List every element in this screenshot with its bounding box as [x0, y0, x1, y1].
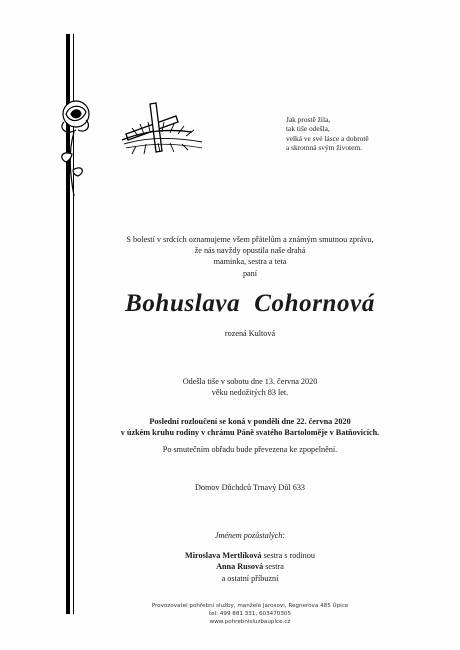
- death-info: [80, 376, 420, 398]
- cremation-info: Po smutečním obřadu bude převezena ke zpopelnění.: [162, 445, 338, 454]
- footer-line: tel: 499 881 331, 603470305: [208, 610, 292, 617]
- poem-line: Jak prostě žila,: [286, 115, 331, 124]
- mourner-name: Miroslava Mertlíková: [185, 551, 262, 560]
- intro-line: paní: [242, 268, 258, 278]
- deceased-name: [80, 290, 420, 318]
- funeral-line: Poslední rozloučení se koná v pondělí dne 22. června 2020: [149, 417, 351, 426]
- intro-line: maminka, sestra a teta: [213, 257, 287, 267]
- funeral-line: v úzkém kruhu rodiny v chrámu Páně svatého Bartoloměje v Batňovicích.: [120, 428, 380, 438]
- cross-icon: [122, 103, 202, 154]
- decoration: [52, 92, 222, 202]
- intro-line: že nás navždy opustila naše drahá: [194, 246, 306, 256]
- funeral-info: [80, 416, 420, 438]
- footer-line: Provozovatel pohřební služby, manželé Jarosovi, Regnerova 485 Úpice: [151, 603, 349, 609]
- footer-line: www.pohrebnisluzbaupice.cz: [209, 618, 291, 625]
- last-name: Cohornová: [254, 290, 375, 317]
- address: Domov Důchdců Trnavý Důl 633: [194, 483, 306, 492]
- poem-line: tak tiše odešla,: [286, 124, 330, 134]
- intro-line: S bolestí v srdcích oznamujeme všem přátelům a známým smutnou zprávu,: [126, 235, 374, 244]
- mourner-row: [80, 573, 420, 584]
- poem-line: velká ve své lásce a dobrotě: [286, 133, 369, 143]
- mourner-relation: sestra s rodinou: [263, 551, 315, 560]
- death-line: Odešla tiše v sobotu dne 13. června 2020: [182, 377, 318, 386]
- mourner-name: Anna Rusová: [216, 562, 264, 572]
- first-name: Bohuslava: [125, 290, 241, 317]
- funeral-service-footer: [80, 603, 420, 626]
- mourner-row: [80, 550, 420, 561]
- poem-line: a skromná svým životem.: [286, 143, 362, 153]
- maiden-name: rozená Kultová: [224, 329, 276, 338]
- mourners-list: [80, 550, 420, 584]
- rose-icon: [62, 101, 89, 196]
- mourners-heading: Jménem pozůstalých:: [214, 531, 286, 540]
- announcement-intro: [80, 234, 420, 279]
- mourner-relation: a ostatní příbuzní: [221, 573, 279, 583]
- death-line: věku nedožitých 83 let.: [211, 388, 289, 398]
- mourner-relation: sestra: [265, 562, 284, 572]
- mourner-row: [80, 561, 420, 572]
- poem: [286, 115, 369, 153]
